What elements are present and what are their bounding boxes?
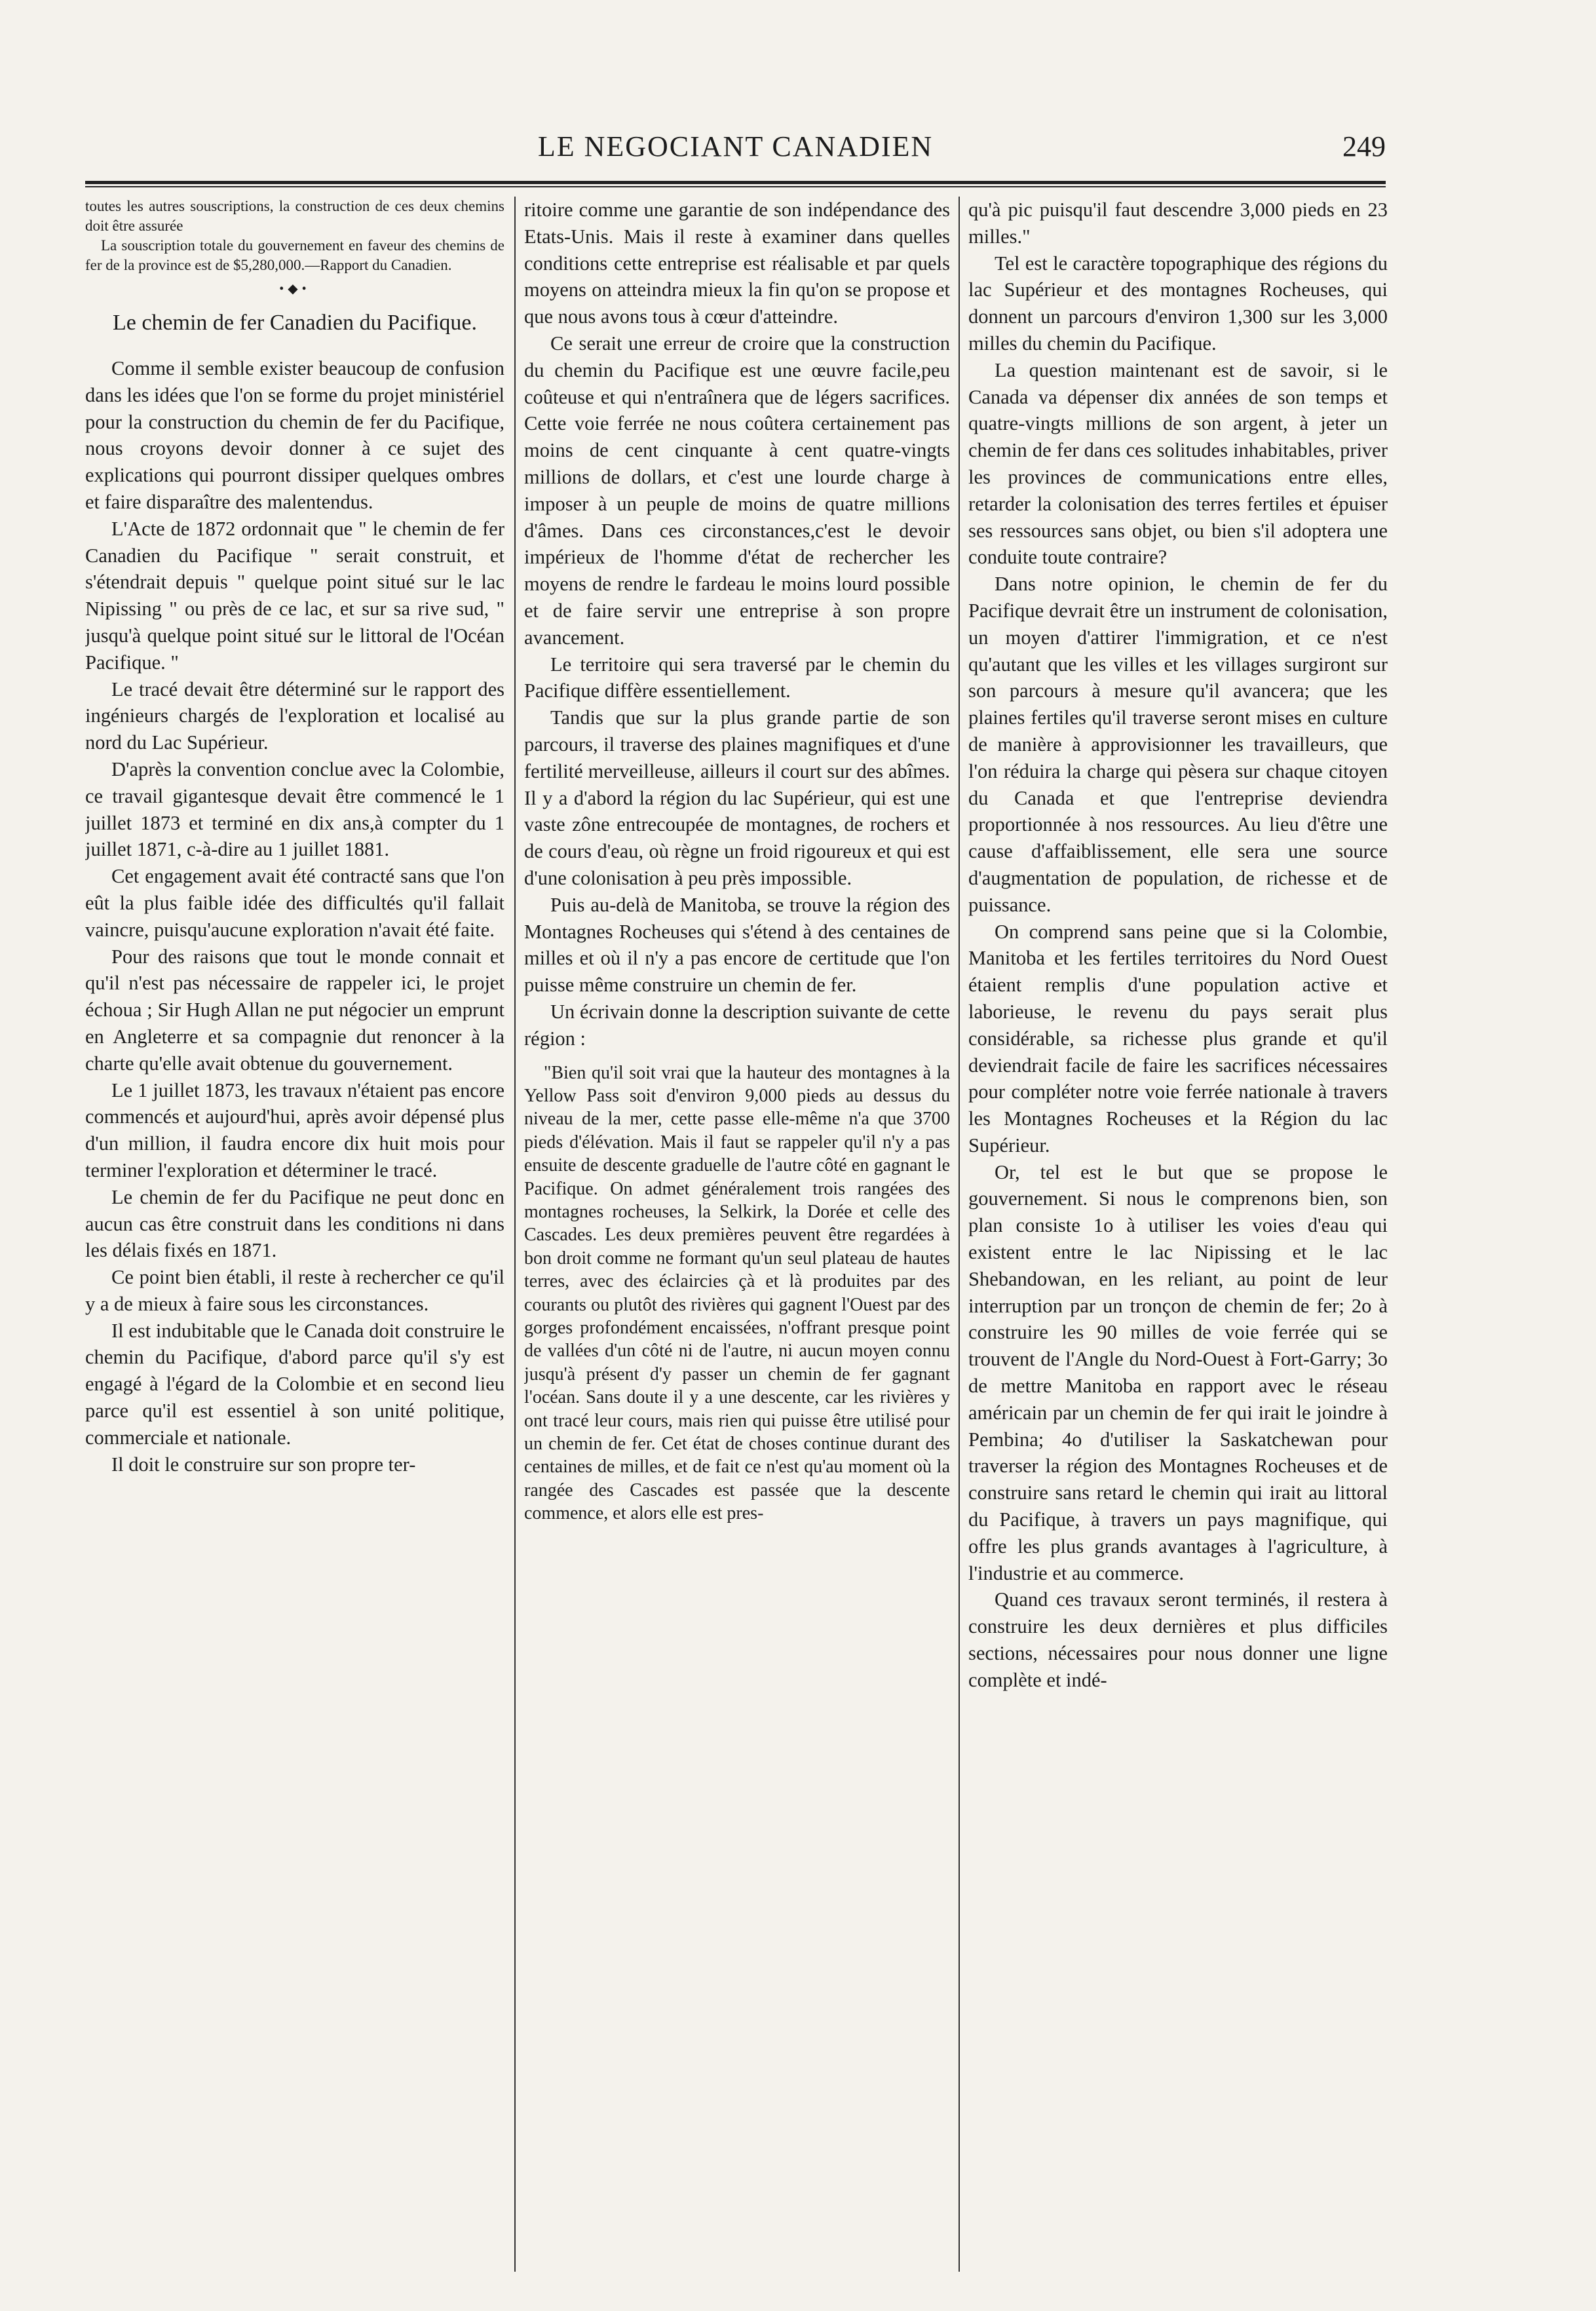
header-rule (85, 181, 1386, 187)
paragraph: Le chemin de fer du Pacifique ne peut donc en aucun cas être construit dans les conditions ni dans les délais fixés en 1871. (85, 1185, 504, 1262)
paragraph: Le 1 juillet 1873, les travaux n'étaient pas encore commencés et aujourd'hui, après avoir dépensé plus d'un million, il faudra encore dix huit mois pour terminer l'exploration et déterminer le tracé. (85, 1079, 504, 1181)
paragraph: Tel est le caractère topographique des régions du lac Supérieur et des montagnes Rocheuses, qui donnent un parcours d'environ 1,300 sur les 3,000 milles du chemin du Pacifique. (968, 252, 1388, 354)
paragraph: La question maintenant est de savoir, si le Canada va dépenser dix années de son temps et quatre-vingts millions de son argent, à jeter un chemin de fer dans ces solitudes inhabitables, priver les provinces de communications entre elles, retarder la colonisation des terres fertiles et épuiser ses ressources sans objet, ou bien s'il adoptera une conduite toute contraire? (968, 358, 1388, 569)
paragraph: Le territoire qui sera traversé par le chemin du Pacifique diffère essentiellement. (524, 653, 950, 702)
block-quote: "Bien qu'il soit vrai que la hauteur des montagnes à la Yellow Pass soit d'environ 9,000 pieds au dessus du niveau de la mer, cette passe elle-même n'a que 3700 pieds d'élévation. Mais il faut se rappeler qu'il n'y a pas ensuite de descente graduelle de l'autre côté en gagnant le Pacifique. On admet généralement trois rangées des montagnes rocheuses, la Selkirk, la Dorée et celle des Cascades. Les deux premières peuvent être regardées à bon droit comme ne formant qu'un seul plateau de hautes terres, avec des éclaircies çà et là produites par des courants ou plutôt des rivières qui gagnent l'Ouest par des gorges profondément encaissées, n'offrant presque point de vallées d'un côté ni de l'autre, ni aucun moyen connu jusqu'à présent d'y passer un chemin de fer gagnant l'océan. Sans doute il y a une descente, car les rivières y ont tracé leur cours, mais rien qui puisse être utilisé pour un chemin de fer. Cet état de choses continue durant des centaines de milles, et de fait ce n'est qu'au moment où la rangée des Cascades est passée que la descente commence, et alors elle est pres- (524, 1062, 950, 1524)
paragraph: Pour des raisons que tout le monde connait et qu'il n'est pas nécessaire de rappeler ici, le projet échoua ; Sir Hugh Allan ne put négocier un emprunt en Angleterre et sa compagnie dut renoncer à la charte qu'elle avait obtenue du gouvernement. (85, 945, 504, 1075)
column-2 (524, 197, 950, 2265)
column-3 (968, 197, 1388, 2265)
paragraph: Ce serait une erreur de croire que la construction du chemin du Pacifique est une œuvre facile,peu coûteuse et qui n'entraînera que de légers sacrifices. Cette voie ferrée ne nous coûtera certainement pas moins de cent cinquante à cent quatre-vingts millions de dollars, et c'est une lourde charge à imposer à un peuple de moins de quatre millions d'âmes. Dans ces circonstances,c'est le devoir impérieux de l'homme d'état de rechercher les moyens de rendre le fardeau le moins lourd possible et de faire servir une entreprise à son propre avancement. (524, 332, 950, 649)
paragraph: Quand ces travaux seront terminés, il restera à construire les deux dernières et plus difficiles sections, nécessaires pour nous donner une ligne complète et indé- (968, 1588, 1388, 1691)
paragraph: Il doit le construire sur son propre ter- (111, 1453, 416, 1476)
separator-ornament: •◆• (279, 282, 311, 296)
page-number: 249 (1342, 130, 1386, 162)
paragraph: Tandis que sur la plus grande partie de son parcours, il traverse des plaines magnifiques et d'une fertilité merveilleuse, ailleurs il court sur des abîmes. Il y a d'abord la région du lac Supérieur, qui est une vaste zône entrecoupée de montagnes, de rochers et de cours d'eau, où règne un froid rigoureux et qui est d'une colonisation à peu près impossible. (524, 706, 950, 889)
paragraph: D'après la convention conclue avec la Colombie, ce travail gigantesque devait être commencé le 1 juillet 1873 et terminé en dix ans,à compter du 1 juillet 1871, c-à-dire au 1 juillet 1881. (85, 757, 504, 861)
paragraph: qu'à pic puisqu'il faut descendre 3,000 pieds en 23 milles." (968, 199, 1388, 248)
paragraph: Ce point bien établi, il reste à rechercher ce qu'il y a de mieux à faire sous les circonstances. (85, 1266, 504, 1315)
paragraph: Puis au-delà de Manitoba, se trouve la région des Montagnes Rocheuses qui s'étend à des centaines de milles et où il n'y a pas encore de certitude que l'on puisse même construire un chemin de fer. (524, 893, 950, 997)
column-1 (85, 197, 504, 2265)
publication-title: LE NEGOCIANT CANADIEN (537, 130, 934, 162)
paragraph: On comprend sans peine que si la Colombie, Manitoba et les fertiles territoires du Nord Ouest étaient remplis d'une population active et laborieuse, le revenu du pays serait plus considérable, sa richesse plus grande et qu'il deviendrait facile de faire les sacrifices nécessaires pour compléter notre voie ferrée nationale à travers les Montagnes Rocheuses et la Région du lac Supérieur. (968, 920, 1388, 1156)
paragraph: Comme il semble exister beaucoup de confusion dans les idées que l'on se forme du projet ministériel pour la construction du chemin de fer du Pacifique, nous croyons devoir donner à ce sujet des explications qui pourront dissiper quelques ombres et faire disparaître des malentendus. (85, 357, 504, 513)
column-divider (514, 197, 516, 2272)
paragraph: Il est indubitable que le Canada doit construire le chemin du Pacifique, d'abord parce qu'il s'y est engagé à l'égard de la Colombie et en second lieu parce qu'il est essentiel à son unité politique, commerciale et nationale. (85, 1319, 504, 1449)
paragraph: Cet engagement avait été contracté sans que l'on eût la plus faible idée des difficultés qu'il fallait vaincre, puisqu'aucune exploration n'avait été faite. (85, 865, 504, 941)
preceding-article-end: toutes les autres souscriptions, la construction de ces deux chemins doit être assurée (85, 198, 504, 234)
article-title: Le chemin de fer Canadien du Pacifique. (112, 311, 478, 335)
column-divider (959, 197, 960, 2272)
preceding-article-note: La souscription totale du gouvernement en faveur des chemins de fer de la province est de $5,280,000.—Rapport du Canadien. (85, 237, 504, 273)
paragraph: Or, tel est le but que se propose le gouvernement. Si nous le comprenons bien, son plan consiste 1o à utiliser les voies d'eau qui existent entre le lac Nipissing et le lac Shebandowan, en les reliant, au point de leur interruption par un tronçon de chemin de fer; 2o à construire les 90 milles de voie ferrée qui se trouvent de l'Angle du Nord-Ouest à Fort-Garry; 3o de mettre Manitoba en rapport avec le réseau américain par un chemin de fer qui irait le joindre à Pembina; 4o d'utiliser la Saskatchewan pour traverser la région des Montagnes Rocheuses et de construire sans retard le chemin qui irait au littoral du Pacifique, à travers un pays magnifique, qui offre les plus grands avantages à l'agriculture, à l'industrie et au commerce. (968, 1160, 1388, 1584)
paragraph: Le tracé devait être déterminé sur le rapport des ingénieurs chargés de l'exploration et localisé au nord du Lac Supérieur. (85, 678, 504, 754)
paragraph: Un écrivain donne la description suivante de cette région : (524, 1000, 950, 1050)
masthead (85, 130, 1386, 169)
paragraph: L'Acte de 1872 ordonnait que " le chemin de fer Canadien du Pacifique " serait construit, et s'étendrait depuis " quelque point situé sur le lac Nipissing " ou près de ce lac, et sur sa rive sud, " jusqu'à quelque point situé sur le littoral de l'Océan Pacifique. " (85, 517, 504, 674)
paragraph: Dans notre opinion, le chemin de fer du Pacifique devrait être un instrument de colonisation, un moyen d'attirer l'immigration, et ce n'est qu'autant que les villes et les villages surgiront sur son parcours à mesure qu'il avancera; que les plaines fertiles qu'il traverse seront mises en culture de manière à approvisionner les travailleurs, que l'on réduira la charge qui pèsera sur chaque citoyen du Canada et que l'entreprise deviendra proportionnée à nos ressources. Au lieu d'être une cause d'affaiblissement, elle sera une source d'augmentation de population, de richesse et de puissance. (968, 573, 1388, 916)
paragraph: ritoire comme une garantie de son indépendance des Etats-Unis. Mais il reste à examiner dans quelles conditions cette entreprise est réalisable et par quels moyens on atteindra mieux la fin qu'on se propose et que nous avons tous à cœur d'atteindre. (524, 199, 950, 328)
